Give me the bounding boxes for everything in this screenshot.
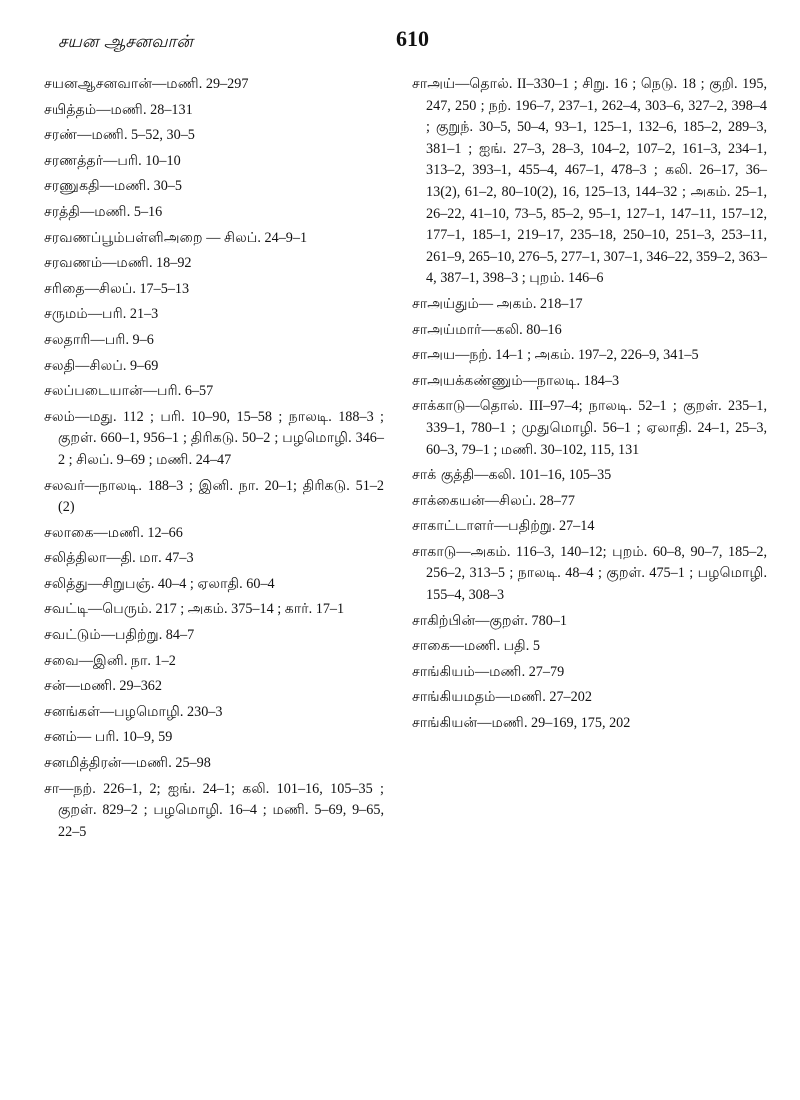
entry-references: —நாலடி. 188–3 ; இனி. நா. 20–1; திரிகடு. 51–2 (2) [58, 477, 384, 516]
entry-headword: சனமித்திரன் [44, 755, 122, 772]
index-entry [44, 125, 384, 147]
entry-headword: சலாகை [44, 524, 94, 541]
entry-headword: சனங்கள் [44, 703, 100, 720]
entry-references: —நற். 226–1, 2; ஐங். 24–1; கலி. 101–16, 105–35 ; குறள். 829–2 ; பழமொழி. 16–4 ; மணி. 5–69, 9–65, 22–5 [58, 780, 384, 840]
index-entry [44, 702, 384, 724]
page-number: 610 [396, 26, 429, 51]
index-entry [412, 371, 767, 393]
entry-references: —கலி. 101–16, 105–35 [474, 467, 612, 484]
entry-headword: சரணுகதி [44, 178, 100, 195]
entry-references: —பரி. 10–10 [103, 152, 181, 169]
index-entry [412, 345, 767, 367]
index-entry [412, 465, 767, 487]
index-entry [44, 625, 384, 647]
index-entry [44, 202, 384, 224]
index-entry [44, 228, 384, 250]
entry-references: —நற். 14–1 ; அகம். 197–2, 226–9, 341–5 [455, 347, 699, 364]
index-entry [412, 396, 767, 461]
entry-headword: சரண் [44, 127, 78, 144]
entry-headword: சயனஆசனவான் [44, 76, 153, 92]
index-entry [44, 651, 384, 673]
entry-references: —மணி. 29–362 [65, 678, 162, 695]
entry-headword: சாகாட்டாளர் [412, 518, 494, 535]
index-entry [44, 779, 384, 844]
index-entry [44, 381, 384, 403]
entry-references: —பதிற்று. 27–14 [493, 518, 595, 535]
entry-headword: சலித்திலா [44, 550, 107, 567]
index-entry [44, 253, 384, 275]
index-entry [412, 491, 767, 513]
entry-headword: சயித்தம் [44, 101, 97, 118]
entry-references: —பரி. 21–3 [87, 306, 159, 323]
entry-references: — சிலப். 24–9–1 [202, 229, 308, 246]
index-entry [44, 548, 384, 570]
entry-references: —குறள். 780–1 [475, 612, 567, 629]
index-entry [44, 753, 384, 775]
entry-references: —பரி. 9–6 [90, 331, 154, 348]
index-entry [412, 662, 767, 684]
entry-references: —மணி. 5–52, 30–5 [77, 127, 195, 144]
entry-headword: சலதி [44, 357, 76, 374]
index-entry [44, 574, 384, 596]
index-entry [44, 676, 384, 698]
index-entry [412, 516, 767, 538]
entry-headword: சரணத்தர் [44, 152, 104, 169]
entry-headword: சனம் [44, 729, 78, 746]
entry-references: —மணி. 5–16 [80, 203, 163, 220]
index-entry [44, 100, 384, 122]
entry-headword: சாங்கியம் [412, 663, 475, 680]
index-entry [44, 176, 384, 198]
entry-references: —சிலப். 9–69 [75, 357, 159, 374]
index-entry [44, 727, 384, 749]
entry-references: —மணி. 30–5 [99, 178, 182, 195]
index-entry [412, 74, 767, 290]
entry-headword: சரிதை [44, 280, 85, 297]
entry-headword: சாகாடு [412, 543, 457, 560]
index-entry [44, 476, 384, 519]
entry-references: —பதிற்று. 84–7 [100, 627, 195, 644]
index-entry [412, 611, 767, 633]
entry-references: —மணி. 25–98 [121, 755, 211, 772]
entry-headword: சாகை [412, 638, 450, 655]
entry-references: —மணி. 29–297 [152, 76, 249, 92]
entry-headword: சாஅய்தும் [412, 295, 479, 312]
index-entry [412, 320, 767, 342]
entry-references: —சிலப். 17–5–13 [84, 280, 190, 297]
entry-headword: சாஅய் [412, 76, 456, 92]
index-entry [44, 523, 384, 545]
entry-headword: சருமம் [44, 306, 88, 323]
entry-headword: சாகிற்பின் [412, 612, 476, 629]
entry-headword: சரத்தி [44, 203, 81, 220]
entry-references: —பழமொழி. 230–3 [99, 703, 223, 720]
index-entry [412, 687, 767, 709]
entry-references: — அகம். 218–17 [478, 295, 583, 312]
page-header [0, 26, 800, 62]
entry-headword: சாக்காடு [412, 398, 466, 415]
entry-references: —மணி. பதி. 5 [449, 638, 540, 655]
entry-headword: சலித்து [44, 575, 88, 592]
entry-headword: சன் [44, 678, 66, 695]
index-entry [44, 279, 384, 301]
running-head: சயன ஆசனவான் [58, 32, 193, 52]
entry-headword: சாஅய்மார் [412, 321, 482, 338]
entry-headword: சாக் குத்தி [412, 467, 475, 484]
entry-references: —பரி. 6–57 [142, 383, 214, 400]
entry-headword: சலம் [44, 408, 76, 425]
entry-references: —மணி. 28–131 [96, 101, 193, 118]
entry-headword: சாங்கியன் [412, 715, 478, 732]
entry-headword: சலதாரி [44, 331, 91, 348]
index-entry [44, 599, 384, 621]
entry-references: —மணி. 27–79 [474, 663, 565, 680]
entry-headword: சாக்கையன் [412, 492, 485, 509]
entry-references: —அகம். 116–3, 140–12; புறம். 60–8, 90–7, 185–2, 256–2, 313–5 ; நாலடி. 48–4 ; குறள். 475–1 ; பழமொழி. 155–4, 308–3 [426, 543, 767, 604]
entry-references: —சிலப். 28–77 [484, 492, 575, 509]
entry-headword: சாஅய [412, 347, 456, 364]
entry-references: —தொல். III–97–4; நாலடி. 52–1 ; குறள். 235–1, 339–1, 780–1 ; முதுமொழி. 56–1 ; ஏலாதி. 24–1, 25–3, 60–3, 79–1 ; மணி. 30–102, 115, 131 [426, 398, 767, 458]
index-entry [44, 407, 384, 472]
entry-headword: சவட்டி [44, 601, 89, 618]
entry-headword: சலப்படையான் [44, 383, 143, 400]
entry-headword: சவை [44, 652, 79, 669]
entry-references: —கலி. 80–16 [481, 321, 562, 338]
index-entry [412, 713, 767, 735]
left-column [44, 74, 384, 847]
index-entry [44, 304, 384, 326]
index-entry [44, 151, 384, 173]
entry-references: —மணி. 27–202 [495, 689, 592, 706]
entry-references: —இனி. நா. 1–2 [78, 652, 176, 669]
index-entry [44, 330, 384, 352]
entry-references: —நாலடி. 184–3 [522, 372, 620, 389]
entry-references: —சிறுபஞ். 40–4 ; ஏலாதி. 60–4 [87, 575, 275, 592]
entry-references: —பெரும். 217 ; அகம். 375–14 ; கார். 17–1 [88, 601, 345, 618]
index-entry [412, 636, 767, 658]
entry-references: —மது. 112 ; பரி. 10–90, 15–58 ; நாலடி. 188–3 ; குறள். 660–1, 956–1 ; திரிகடு. 50–2 ; பழமொழி. 346–2 ; சிலப். 9–69 ; மணி. 24–47 [58, 408, 384, 468]
entry-headword: சா [44, 780, 60, 797]
entry-references: —மணி. 18–92 [102, 255, 192, 272]
index-entry [412, 294, 767, 316]
index-entry [412, 542, 767, 607]
right-column [412, 74, 767, 739]
entry-references: — பரி. 10–9, 59 [77, 729, 173, 746]
entry-headword: சரவணப்பூம்பள்ளிஅறை [44, 229, 203, 246]
entry-references: —மணி. 12–66 [93, 524, 183, 541]
entry-headword: சவட்டும் [44, 627, 101, 644]
index-entry [44, 74, 384, 96]
entry-headword: சாஅயக்கண்ணும் [412, 372, 523, 389]
entry-references: —மணி. 29–169, 175, 202 [477, 715, 631, 732]
entry-references: —தி. மா. 47–3 [106, 550, 194, 567]
entry-headword: சாங்கியமதம் [412, 689, 496, 706]
entry-references: —தொல். II–330–1 ; சிறு. 16 ; நெடு. 18 ; குறி. 195, 247, 250 ; நற். 196–7, 237–1, 262–4, 303–6, 327–2, 398–4 ; குறுந். 30–5, 50–4, 93–1, 125–1, 132–6, 185–2, 289–3, 381–1 ; ஐங். 27–3, 28–3, 104–2, 107–2, 161–3, 234–1, 313–2, 393–1, 455–4, 467–1, 478–3 ; கலி. 26–17, 36–13(2), 61–2, 80–10(2), 16, 125–13, 144–32 ; அகம். 25–1, 26–22, 41–10, 73–5, 85–2, 95–1, 127–1, 147–11, 157–12, 177–1, 185–1, 219–17, 235–18, 250–10, 251–3, 253–11, 261–9, 265–10, 276–5, 277–1, 307–1, 346–22, 359–2, 363–4, 387–1, 398–3 ; புறம். 146–6 [426, 76, 767, 287]
entry-headword: சலவர் [44, 477, 85, 494]
index-entry [44, 356, 384, 378]
entry-headword: சரவணம் [44, 255, 103, 272]
